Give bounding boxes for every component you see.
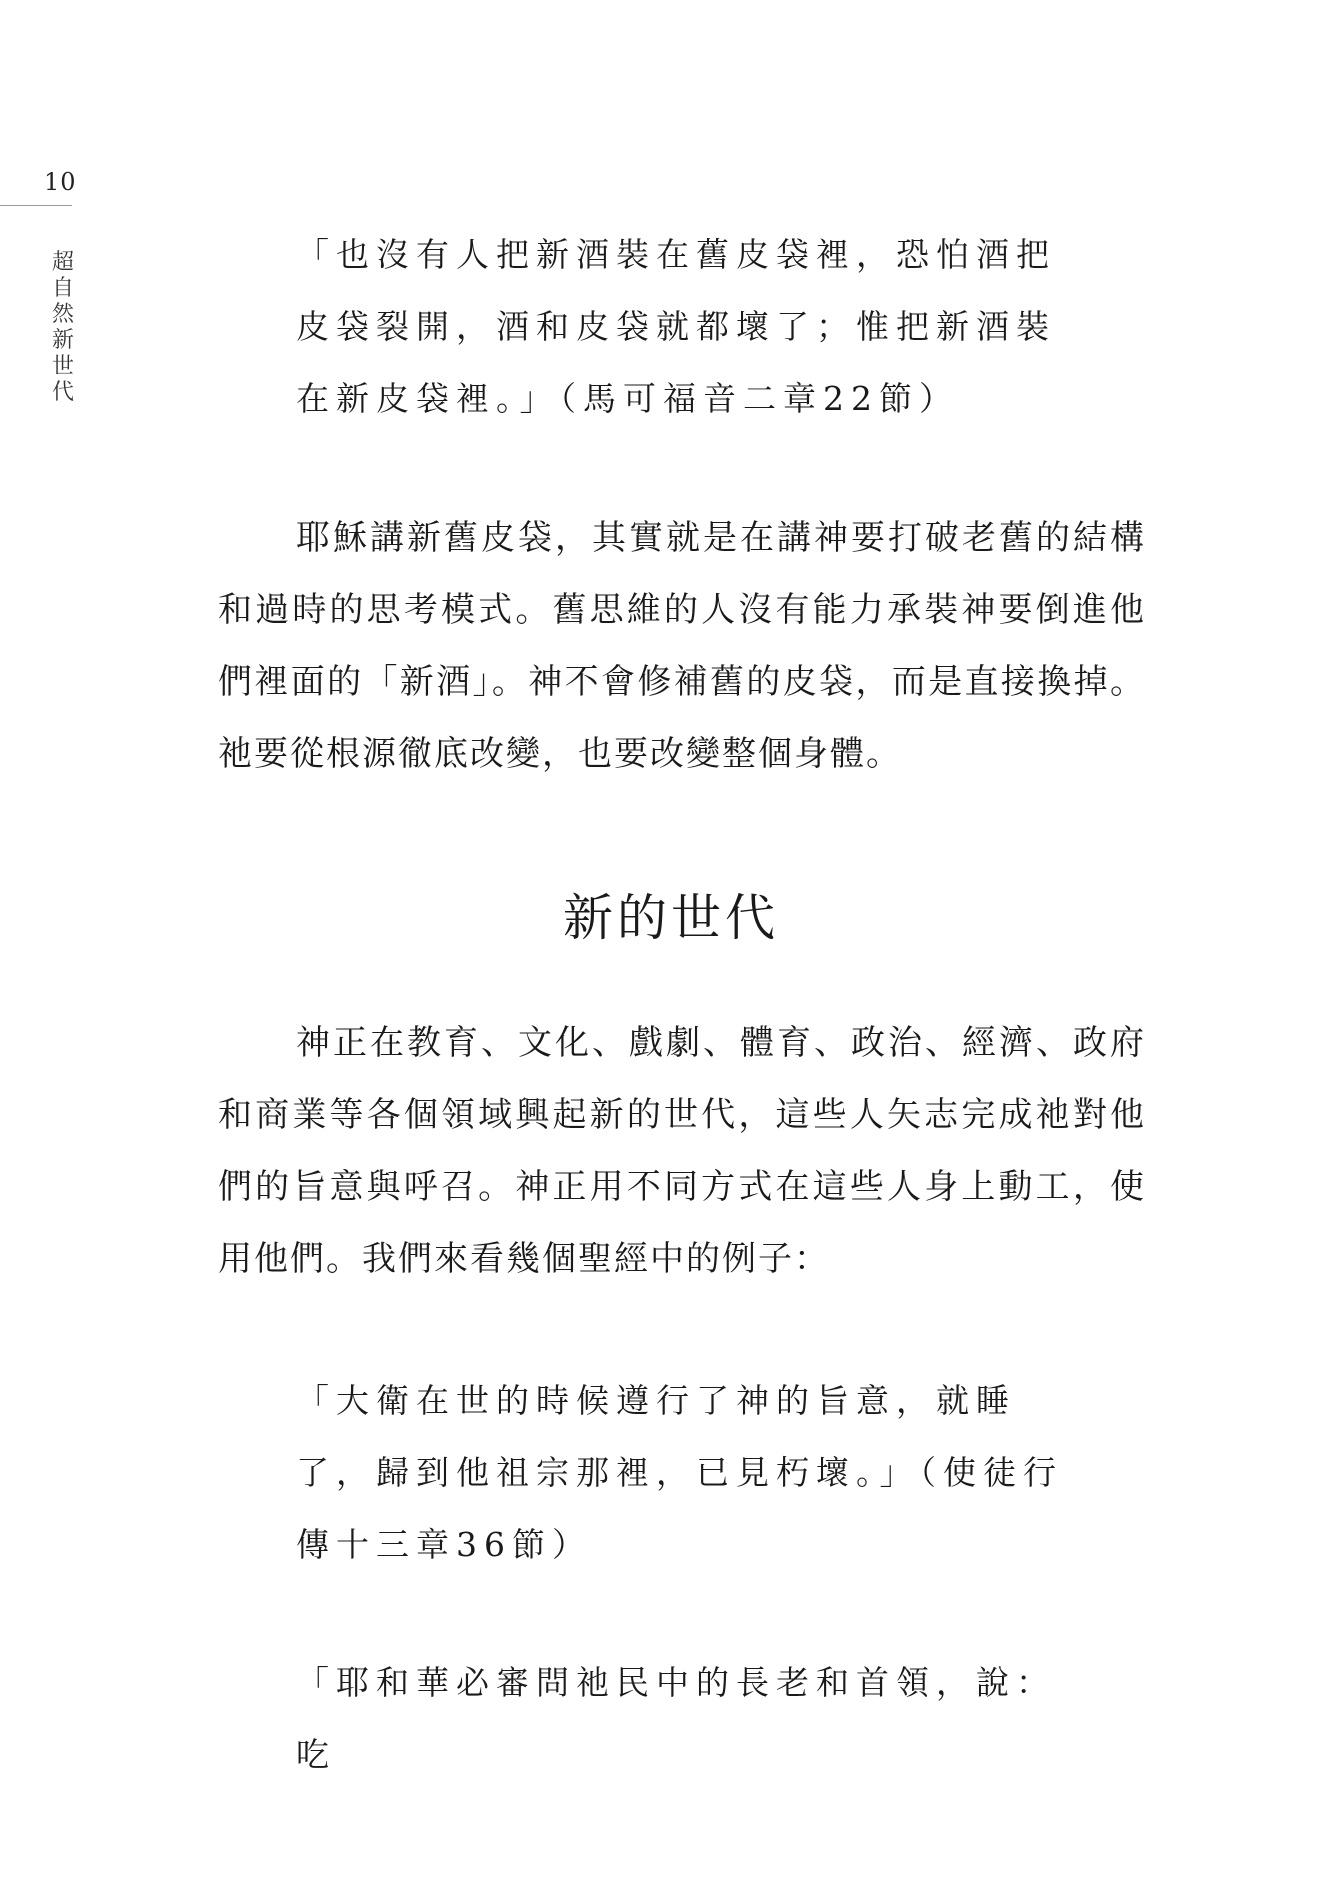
scripture-quote-isaiah: 「耶和華必審問祂民中的長老和首領，說：吃 [296, 1663, 1056, 1774]
body-paragraph-wineskins: 耶穌講新舊皮袋，其實就是在講神要打破老舊的結構和過時的思考模式。舊思維的人沒有能力承裝神要倒進他們裡面的「新酒」。神不會修補舊的皮袋，而是直接換掉。祂要從根源徹底改變，也要改變整個身體。 [218, 518, 1146, 774]
side-rule [0, 205, 72, 206]
scripture-quote-acts-13-36: 「大衛在世的時候遵行了神的旨意，就睡了，歸到他祖宗那裡，已見朽壞。」（使徒行傳十三章36節） [296, 1381, 1063, 1564]
section-heading: 新的世代 [563, 889, 779, 947]
page-number: 10 [44, 168, 77, 196]
running-title: 超自然新世代 [51, 250, 74, 405]
scripture-quote-mark-2-22: 「也沒有人把新酒裝在舊皮袋裡，恐怕酒把皮袋裂開，酒和皮袋就都壞了；惟把新酒裝在新皮袋裡。」（馬可福音二章22節） [296, 235, 1056, 418]
body-paragraph-new-generation: 神正在教育、文化、戲劇、體育、政治、經濟、政府和商業等各個領域興起新的世代，這些人矢志完成祂對他們的旨意與呼召。神正用不同方式在這些人身上動工，使用他們。我們來看幾個聖經中的例子： [218, 1023, 1146, 1279]
